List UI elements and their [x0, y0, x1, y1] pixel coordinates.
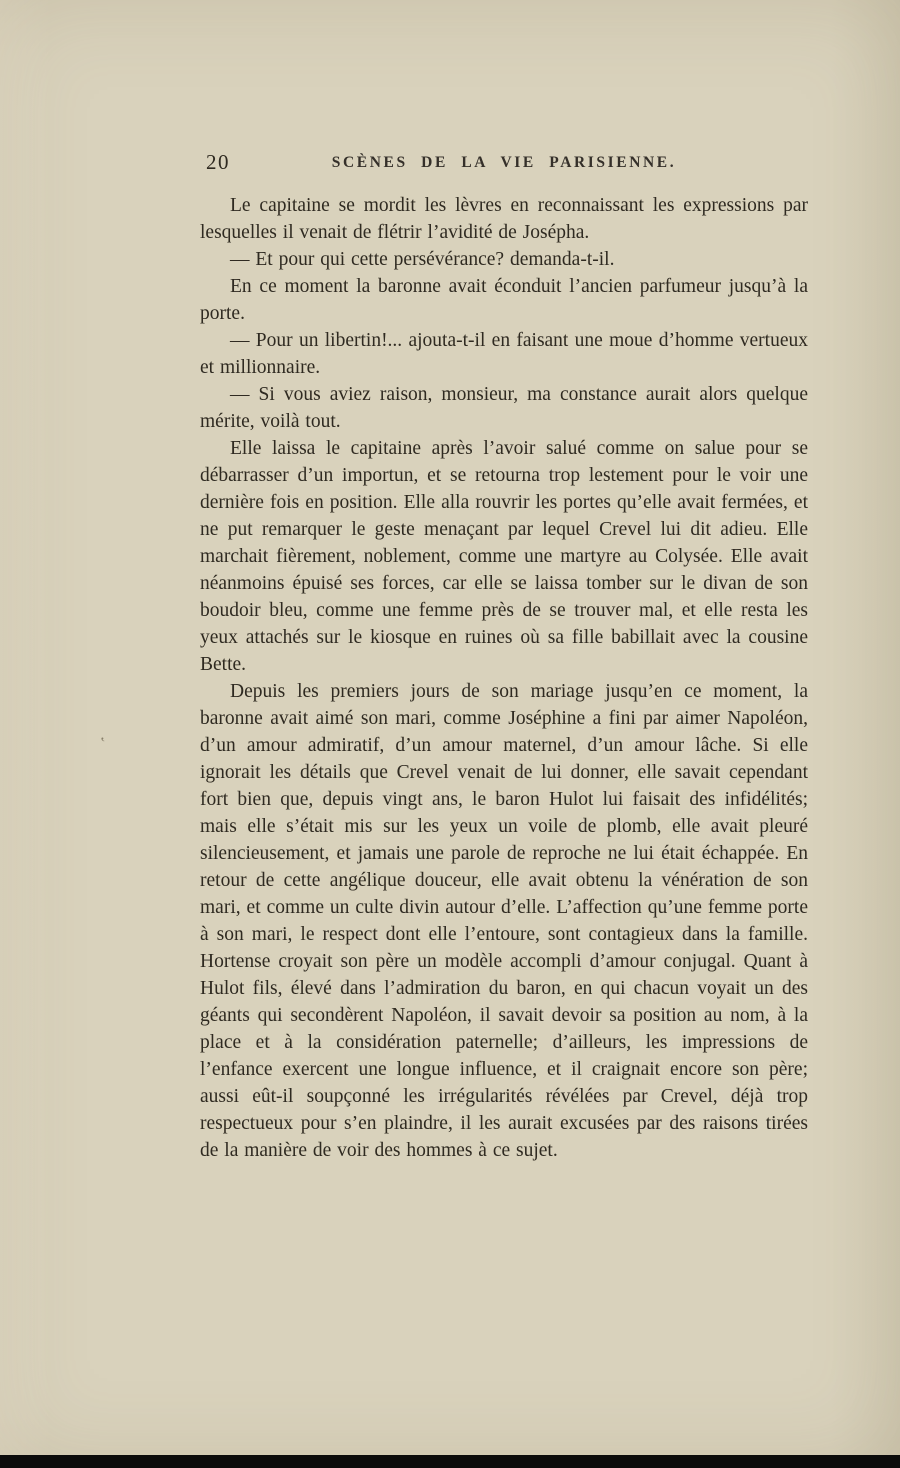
paragraph: Elle laissa le capitaine après l’avoir salué comme on salue pour se débarrasser d’un importun, et se retourna trop lestement pour le voir une dernière fois en position. Elle alla rouvrir les portes qu’elle avait fermées, et ne put remarquer le geste menaçant par lequel Crevel lui dit adieu. Elle marchait fièrement, noblement, comme une martyre au Colysée. Elle avait néanmoins épuisé ses forces, car elle se laissa tomber sur le divan de son boudoir bleu, comme une femme près de se trouver mal, et elle resta les yeux attachés sur le kiosque en ruines où sa fille babillait avec la cousine Bette. — [200, 438, 808, 675]
scan-edge — [0, 1455, 900, 1468]
running-header: SCÈNES DE LA VIE PARISIENNE. — [331, 154, 677, 171]
stray-scan-mark: ‛ — [99, 734, 108, 753]
paragraph-dialogue: — Si vous aviez raison, monsieur, ma constance aurait alors quelque mérite, voilà tout. — [200, 384, 808, 432]
paragraph: Depuis les premiers jours de son mariage jusqu’en ce moment, la baronne avait aimé son mari, comme Joséphine a fini par aimer Napoléon, d’un amour admiratif, d’un amour maternel, d’un amour lâche. Si elle ignorait les détails que Crevel venait de lui donner, elle savait cependant fort bien que, depuis vingt ans, le baron Hulot lui faisait des infidélités; mais elle s’était mis sur les yeux un voile de plomb, elle avait pleuré silencieusement, et jamais une parole de reproche ne lui était échappée. En retour de cette angélique douceur, elle avait obtenu la vénération de son mari, et comme un culte divin autour d’elle. L’affection qu’une femme porte à son mari, le respect dont elle l’entoure, sont contagieux dans la famille. Hortense croyait son père un modèle accompli d’amour conjugal. Quant à Hulot fils, élevé dans l’admiration du baron, en qui chacun voyait un des géants qui secondèrent Napoléon, il savait devoir sa position au nom, à la place et à la considération paternelle; d’ailleurs, les impressions de l’enfance exercent une longue influence, et il craignait encore son père; aussi eût-il soupçonné les irrégularités révélées par Crevel, déjà trop respectueux pour s’en plaindre, il les aurait excusées par des raisons tirées de la manière de voir des hommes à ce sujet. — [200, 681, 808, 1161]
paragraph-dialogue: — Pour un libertin!... ajouta-t-il en faisant une moue d’homme vertueux et millionnaire. — [200, 330, 808, 378]
paragraph: En ce moment la baronne avait éconduit l’ancien parfumeur jusqu’à la porte. — [200, 276, 808, 324]
paragraph: Le capitaine se mordit les lèvres en reconnaissant les expressions par lesquelles il venait de flétrir l’avidité de Josépha. — [200, 195, 808, 243]
page-number: 20 — [206, 150, 230, 174]
paragraph-dialogue: — Et pour qui cette persévérance? demanda-t-il. — [230, 249, 615, 270]
text-block — [200, 150, 808, 1164]
body-text — [200, 192, 808, 1164]
page-header — [200, 150, 808, 192]
